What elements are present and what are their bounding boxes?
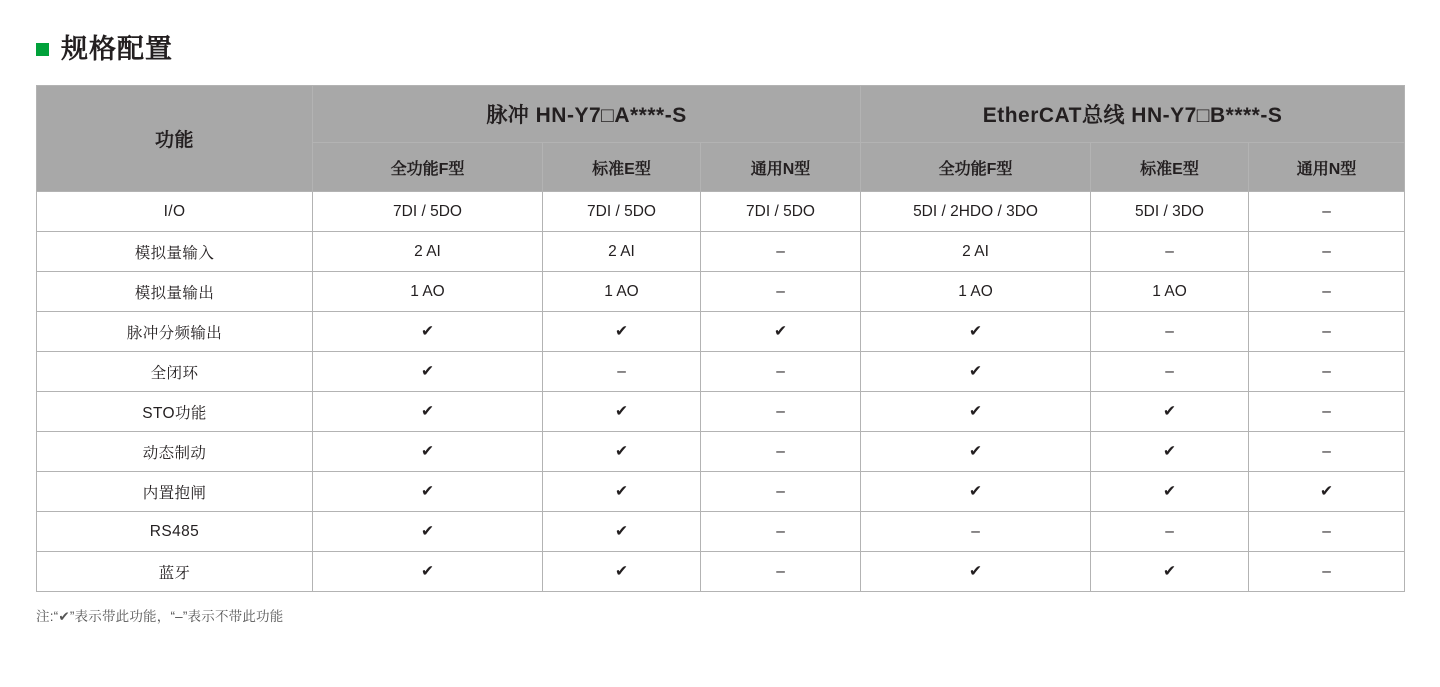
cell-value: –: [1249, 192, 1405, 232]
cell-value: ✔: [1091, 432, 1249, 472]
cell-value: –: [701, 232, 861, 272]
column-header-pulse-full: 全功能F型: [313, 143, 543, 192]
column-header-ecat-standard: 标准E型: [1091, 143, 1249, 192]
cell-value: –: [1249, 512, 1405, 552]
column-header-ecat-full: 全功能F型: [861, 143, 1091, 192]
cell-value: ✔: [861, 552, 1091, 592]
cell-value: –: [1249, 432, 1405, 472]
cell-value: –: [701, 472, 861, 512]
cell-value: 2 AI: [313, 232, 543, 272]
cell-value: ✔: [861, 472, 1091, 512]
row-label: 动态制动: [37, 432, 313, 472]
square-bullet-icon: [36, 43, 49, 56]
table-row: [37, 552, 1405, 592]
cell-value: 1 AO: [861, 272, 1091, 312]
row-label: I/O: [37, 192, 313, 232]
cell-value: ✔: [313, 312, 543, 352]
column-header-pulse-general: 通用N型: [701, 143, 861, 192]
section-title-label: 规格配置: [61, 34, 173, 64]
table-footnote: 注:“✔”表示带此功能，“–”表示不带此功能: [36, 609, 284, 624]
cell-value: –: [701, 272, 861, 312]
cell-value: ✔: [861, 352, 1091, 392]
cell-value: 7DI / 5DO: [701, 192, 861, 232]
cell-value: ✔: [701, 312, 861, 352]
table-head: [37, 86, 1405, 192]
cell-value: ✔: [1091, 392, 1249, 432]
row-label: STO功能: [37, 392, 313, 432]
row-label: 模拟量输入: [37, 232, 313, 272]
cell-value: –: [701, 432, 861, 472]
cell-value: –: [1249, 232, 1405, 272]
cell-value: –: [701, 512, 861, 552]
cell-value: –: [701, 552, 861, 592]
cell-value: 1 AO: [543, 272, 701, 312]
table-row: [37, 272, 1405, 312]
row-label: 蓝牙: [37, 552, 313, 592]
cell-value: –: [1249, 552, 1405, 592]
cell-value: ✔: [313, 352, 543, 392]
table-group-header-row: [37, 86, 1405, 143]
cell-value: ✔: [313, 392, 543, 432]
cell-value: –: [1249, 312, 1405, 352]
cell-value: ✔: [1091, 472, 1249, 512]
table-row: [37, 432, 1405, 472]
cell-value: 2 AI: [543, 232, 701, 272]
column-group-header-pulse: 脉冲 HN-Y7□A****-S: [313, 86, 861, 143]
table-row: [37, 352, 1405, 392]
column-header-function: 功能: [37, 86, 313, 192]
cell-value: ✔: [861, 392, 1091, 432]
cell-value: –: [543, 352, 701, 392]
table-row: [37, 472, 1405, 512]
row-label: 模拟量输出: [37, 272, 313, 312]
cell-value: 2 AI: [861, 232, 1091, 272]
cell-value: ✔: [313, 552, 543, 592]
cell-value: –: [1091, 232, 1249, 272]
row-label: 脉冲分频输出: [37, 312, 313, 352]
table-row: [37, 392, 1405, 432]
cell-value: –: [1091, 352, 1249, 392]
cell-value: 5DI / 3DO: [1091, 192, 1249, 232]
cell-value: –: [701, 352, 861, 392]
row-label: 内置抱闸: [37, 472, 313, 512]
cell-value: ✔: [1091, 552, 1249, 592]
cell-value: 7DI / 5DO: [313, 192, 543, 232]
cell-value: 1 AO: [1091, 272, 1249, 312]
cell-value: –: [1091, 512, 1249, 552]
row-label: RS485: [37, 512, 313, 552]
cell-value: –: [1249, 272, 1405, 312]
cell-value: 1 AO: [313, 272, 543, 312]
table-row: [37, 512, 1405, 552]
cell-value: ✔: [543, 512, 701, 552]
column-header-pulse-standard: 标准E型: [543, 143, 701, 192]
cell-value: ✔: [313, 432, 543, 472]
cell-value: ✔: [543, 472, 701, 512]
table-row: [37, 232, 1405, 272]
cell-value: 5DI / 2HDO / 3DO: [861, 192, 1091, 232]
cell-value: –: [1249, 392, 1405, 432]
cell-value: –: [1249, 352, 1405, 392]
column-header-ecat-general: 通用N型: [1249, 143, 1405, 192]
cell-value: ✔: [861, 312, 1091, 352]
table-body: [37, 192, 1405, 592]
cell-value: ✔: [313, 512, 543, 552]
cell-value: ✔: [313, 472, 543, 512]
cell-value: –: [701, 392, 861, 432]
cell-value: –: [861, 512, 1091, 552]
cell-value: 7DI / 5DO: [543, 192, 701, 232]
row-label: 全闭环: [37, 352, 313, 392]
column-group-header-ethercat: EtherCAT总线 HN-Y7□B****-S: [861, 86, 1405, 143]
specification-table: [36, 85, 1405, 592]
table-row: [37, 312, 1405, 352]
cell-value: ✔: [543, 392, 701, 432]
cell-value: –: [1091, 312, 1249, 352]
cell-value: ✔: [543, 552, 701, 592]
table-row: [37, 192, 1405, 232]
cell-value: ✔: [543, 432, 701, 472]
page-title: [36, 36, 1404, 63]
cell-value: ✔: [1249, 472, 1405, 512]
cell-value: ✔: [861, 432, 1091, 472]
cell-value: ✔: [543, 312, 701, 352]
